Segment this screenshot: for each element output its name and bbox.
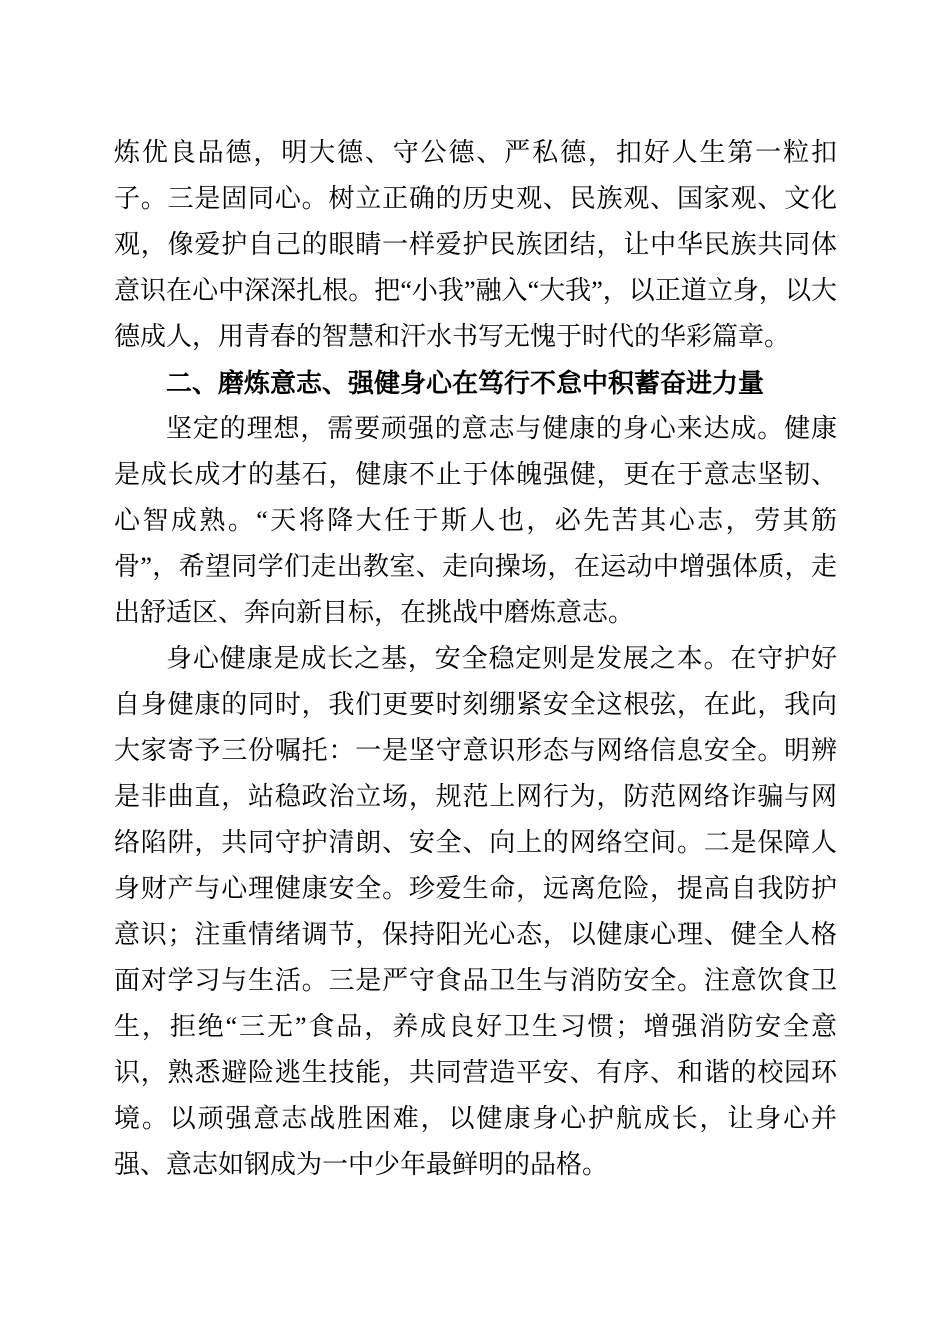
section-heading: 二、磨炼意志、强健身心在笃行不怠中积蓄奋进力量 (166, 368, 765, 398)
paragraph-willpower-health: 坚定的理想，需要顽强的意志与健康的身心来达成。健康是成长成才的基石，健康不止于体魄强健，更在于意志坚韧、心智成熟。“天将降大任于斯人也，必先苦其心志，劳其筋骨”，希望同学们走出教室、走向操场，在运动中增强体质，走出舒适区、奔向新目标，在挑战中磨炼意志。 (114, 414, 837, 627)
paragraph-safety-exhortations: 身心健康是成长之基，安全稳定则是发展之本。在守护好自身健康的同时，我们更要时刻绷紧安全这根弦，在此，我向大家寄予三份嘱托：一是坚守意识形态与网络信息安全。明辨是非曲直，站稳政治立场，规范上网行为，防范网络诈骗与网络陷阱，共同守护清朗、安全、向上的网络空间。二是保障人身财产与心理健康安全。珍爱生命，远离危险，提高自我防护意识；注重情绪调节，保持阳光心态，以健康心理、健全人格面对学习与生活。三是严守食品卫生与消防安全。注意饮食卫生，拒绝“三无”食品，养成良好卫生习惯；增强消防安全意识，熟悉避险逃生技能，共同营造平安、有序、和谐的校园环境。以顽强意志战胜困难，以健康身心护航成长，让身心并强、意志如钢成为一中少年最鲜明的品格。 (114, 644, 837, 1179)
paragraph-continuation: 炼优良品德，明大德、守公德、严私德，扣好人生第一粒扣子。三是固同心。树立正确的历史观、民族观、国家观、文化观，像爱护自己的眼睛一样爱护民族团结，让中华民族共同体意识在心中深深扎根。把“小我”融入“大我”，以正道立身，以大德成人，用青春的智慧和汗水书写无愧于时代的华彩篇章。 (114, 138, 837, 351)
